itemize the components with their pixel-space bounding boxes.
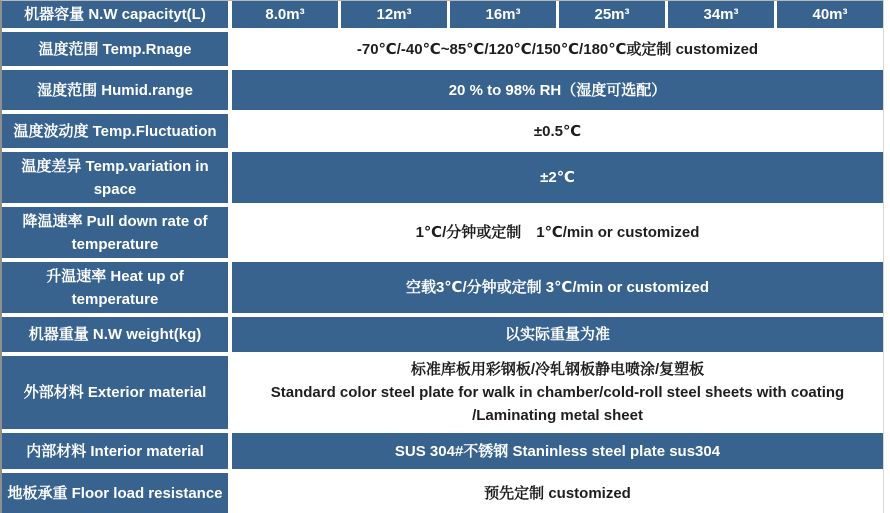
table-row-pull-down-rate — [2, 207, 883, 258]
row-value-text: 1℃/分钟或定制 1℃/min or customized — [415, 224, 700, 241]
row-label — [2, 473, 228, 513]
row-value — [232, 433, 883, 469]
row-value — [232, 473, 883, 513]
table-row-temp-variation — [2, 152, 883, 203]
table-row-temp-fluctuation — [2, 114, 883, 148]
row-value-text: ±0.5℃ — [533, 122, 582, 140]
row-label-text: 湿度范围 Humid.range — [37, 81, 193, 99]
row-label — [2, 262, 228, 313]
row-value — [232, 356, 883, 429]
row-value-text: ±2℃ — [540, 169, 575, 186]
capacity-columns — [232, 1, 883, 28]
capacity-cell: 8.0m³ — [232, 1, 338, 28]
row-label-text: 升温速率 Heat up of — [46, 267, 184, 285]
row-label-text: 温度范围 Temp.Rnage — [38, 40, 192, 58]
row-value-text: 预先定制 customized — [484, 484, 631, 502]
row-value-text: 20 % to 98% RH（湿度可选配） — [448, 81, 667, 99]
table-row-humid-range — [2, 70, 883, 110]
capacity-cell: 16m³ — [450, 1, 556, 28]
row-label-text: 降温速率 Pull down rate of — [22, 212, 208, 230]
row-value-text: Standard color steel plate for walk in chamber/cold-roll steel sheets with coating — [270, 384, 845, 401]
table-row-heat-up-rate — [2, 262, 883, 313]
row-label — [2, 207, 228, 258]
row-label-text: temperature — [71, 290, 159, 308]
row-value — [232, 70, 883, 110]
capacity-cell: 34m³ — [668, 1, 774, 28]
row-label — [2, 32, 228, 66]
row-value — [232, 32, 883, 66]
row-label-text: 温度差异 Temp.variation in — [21, 157, 209, 175]
table-row-weight — [2, 317, 883, 352]
row-label-text: 机器重量 N.W weight(kg) — [28, 326, 202, 343]
row-value — [232, 207, 883, 258]
row-label-text: 内部材料 Interior material — [26, 442, 204, 460]
row-value — [232, 114, 883, 148]
capacity-cell: 12m³ — [341, 1, 447, 28]
header-label — [2, 1, 228, 28]
table-row-interior-material — [2, 433, 883, 469]
row-label-text: 外部材料 Exterior material — [23, 384, 207, 401]
row-label — [2, 70, 228, 110]
row-value-text: 以实际重量为准 — [504, 326, 610, 343]
row-label — [2, 433, 228, 469]
row-value — [232, 262, 883, 313]
row-value-text: /Laminating metal sheet — [472, 407, 643, 424]
row-label-text: 温度波动度 Temp.Fluctuation — [13, 122, 217, 140]
table-row-floor-load — [2, 473, 883, 513]
table-row-temp-range — [2, 32, 883, 66]
row-value-text: 空载3℃/分钟或定制 3℃/min or customized — [405, 279, 710, 296]
row-label-text: temperature — [71, 235, 159, 253]
table-row-exterior-material — [2, 356, 883, 429]
header-label-text: 机器容量 N.W capacityt(L) — [24, 6, 206, 23]
row-label — [2, 356, 228, 429]
table-header-row — [2, 1, 883, 28]
capacity-cell: 40m³ — [777, 1, 883, 28]
row-value-text: -70℃/-40℃~85℃/120℃/150℃/180℃或定制 customized — [356, 40, 759, 58]
row-label — [2, 317, 228, 352]
row-value — [232, 317, 883, 352]
row-label-text: 地板承重 Floor load resistance — [7, 484, 223, 502]
row-label — [2, 114, 228, 148]
capacity-cell: 25m³ — [559, 1, 665, 28]
row-value-text: 标准库板用彩钢板/冷轧钢板静电喷涂/复塑板 — [410, 361, 705, 378]
row-label — [2, 152, 228, 203]
row-value — [232, 152, 883, 203]
row-label-text: space — [93, 180, 137, 198]
row-value-text: SUS 304#不锈钢 Staninless steel plate sus304 — [394, 442, 721, 460]
